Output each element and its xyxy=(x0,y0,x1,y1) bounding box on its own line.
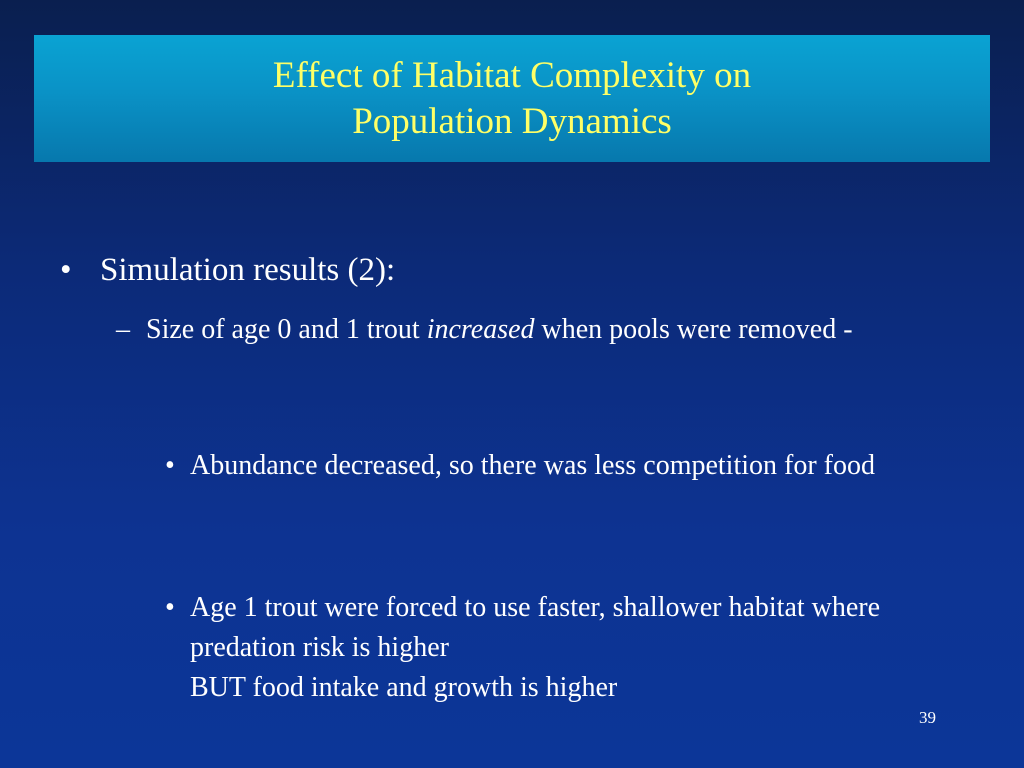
bullet-text-age1-line2: BUT food intake and growth is higher xyxy=(190,672,618,703)
slide-title-line-1: Effect of Habitat Complexity on xyxy=(272,54,752,96)
dash-marker: – xyxy=(116,314,130,345)
bullet-level-1 xyxy=(60,248,395,292)
title-banner xyxy=(34,35,990,162)
bullet-marker: • xyxy=(165,450,175,481)
slide-title-line-2: Population Dynamics xyxy=(352,100,672,142)
bullet-text-main: Simulation results (2): xyxy=(100,252,396,288)
bullet-level-3-age1 xyxy=(165,588,965,708)
bullet-text-abundance: Abundance decreased, so there was less competition for food xyxy=(190,450,875,481)
sub-text-before: Size of age 0 and 1 trout xyxy=(146,314,427,345)
bullet-level-3-abundance xyxy=(165,446,965,486)
bullet-level-2 xyxy=(116,310,876,350)
sub-text-emphasis: increased xyxy=(426,314,535,345)
bullet-text-age1-line1: Age 1 trout were forced to use faster, shallower habitat where predation risk is higher xyxy=(190,592,881,663)
bullet-marker: • xyxy=(165,592,175,623)
bullet-marker: • xyxy=(60,252,72,288)
sub-text-after: when pools were removed - xyxy=(534,314,853,345)
page-number: 39 xyxy=(919,708,936,727)
bullet-text-age1 xyxy=(190,588,965,708)
bullet-text-sub xyxy=(146,310,876,350)
